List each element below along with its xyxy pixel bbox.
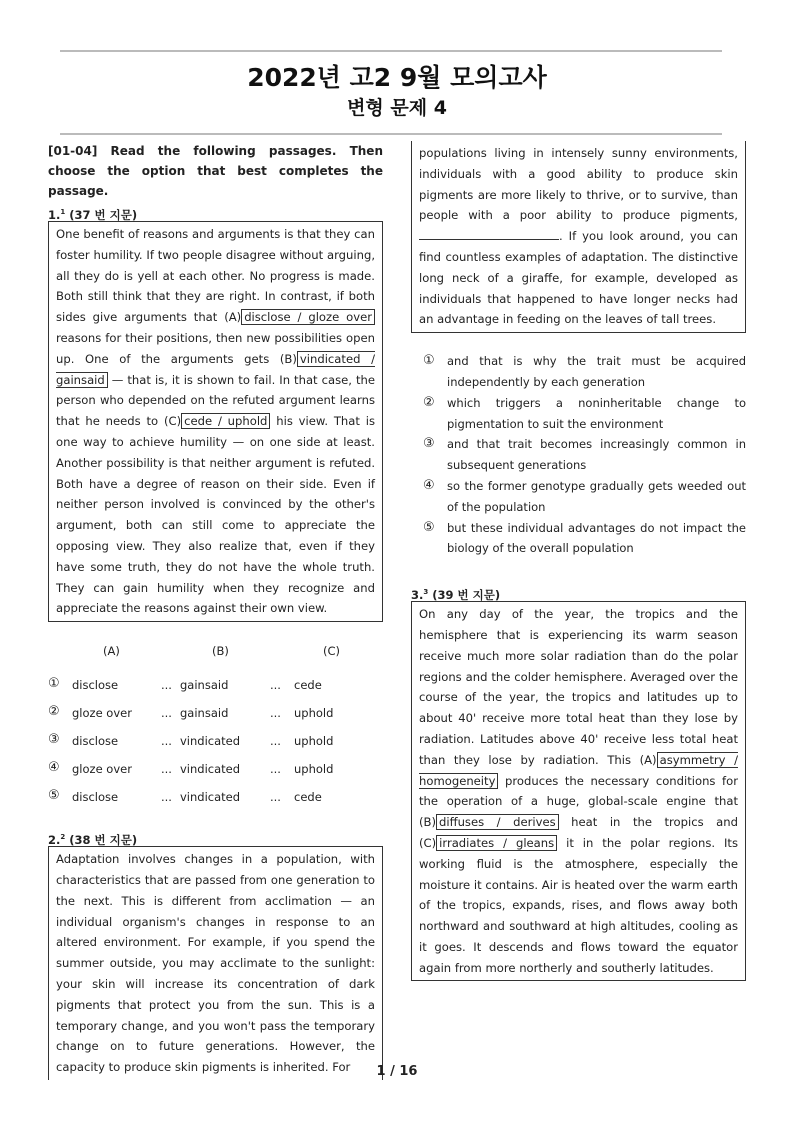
page-subtitle: 변형 문제 4	[347, 97, 447, 119]
q2-footnote-mark: 2	[60, 833, 66, 842]
q2-heading	[48, 828, 383, 846]
page-number: 1 / 16	[376, 1064, 418, 1079]
q2-answer-blank	[419, 227, 559, 240]
q2-passage-part2: populations living in intensely sunny environments, individuals with a good ability to produce skin pigments are more likely to thrive, or to survive, than people with a poor ability to produce pigments, . If you look around, you can find countless examples of adaptation. The distinctive long neck of a giraffe, for example, developed as individuals that happened to have longer necks had an advantage in feeding on the leaves of tall trees.	[419, 146, 738, 327]
q2-passage-box-part1	[48, 846, 383, 1080]
q1-col-a: (A)	[103, 644, 120, 659]
page-title: 2022년 고2 9월 모의고사	[247, 63, 547, 92]
q3-number: 3.	[411, 587, 424, 602]
q2-passage-part1: Adaptation involves changes in a population, with characteristics that are passed from one generation to the next. This is different from acclimation — an individual organism's changes in response to an altered environment. For example, if you spend the summer outside, you may acclimate to the sunlight: your skin will increase its concentration of dark pigments that protect you from the sun. This is a temporary change, and you won't pass the temporary change on to future generations. However, the capacity to produce skin pigments is inherited. For	[56, 852, 375, 1075]
q1-passage-box	[48, 221, 383, 622]
q1-footnote-mark: 1	[60, 208, 66, 216]
left-column	[48, 141, 383, 1080]
q2-choice-5[interactable]: ⑤ but these individual advantages do not impact the biology of the overall population	[423, 519, 746, 556]
q3-footnote-mark: 3	[423, 588, 429, 597]
q2-passage-box-part2	[411, 141, 746, 333]
q3-heading	[411, 583, 746, 601]
q1-number: 1.	[48, 207, 61, 222]
q1-source: (37 번 지문)	[69, 207, 138, 222]
header-rule	[60, 133, 722, 135]
q3-passage-box	[411, 601, 746, 981]
q3-source: (39 번 지문)	[432, 587, 501, 602]
q1-option-3[interactable]: ③ disclose ... vindicated ... uphold	[48, 732, 334, 749]
q2-choice-4[interactable]: ④ so the former genotype gradually gets weeded out of the population	[423, 477, 746, 514]
q1-col-c: (C)	[323, 644, 341, 659]
q3-choice-box-a: asymmetry / homogeneity	[419, 752, 738, 788]
q2-source: (38 번 지문)	[69, 832, 138, 847]
q2-choice-3[interactable]: ③ and that trait becomes increasingly common in subsequent generations	[423, 436, 746, 473]
q1-col-b: (B)	[212, 644, 229, 659]
q1-option-5[interactable]: ⑤ disclose ... vindicated ... cede	[48, 788, 322, 805]
q1-choice-box-c: cede / uphold	[181, 413, 270, 429]
right-column	[411, 141, 746, 981]
top-rule	[60, 50, 722, 52]
q1-passage: One benefit of reasons and arguments is that they can foster humility. If two people disagree without arguing, all they do is yell at each other. No progress is made. Both still think that they are right. In contrast, if both sides give arguments that (A) disclose / gloze over reasons for their positions, then new possibilities open up. One of the arguments gets (B) vindicated / gainsaid — that is, it is shown to fail. In that case, the person who depended on the refuted argument learns that he needs to (C) cede / uphold his view. That is one way to achieve humility — on one side at least. Another possibility is that neither argument is refuted. Both have a degree of reason on their side. Even if neither person involved is convinced by the other's argument, both can still come to appreciate the opposing view. They also realize that, even if they have some truth, they do not have the whole truth. They can gain humility when they recognize and appreciate the reasons against their own view.	[56, 227, 375, 616]
q2-number: 2.	[48, 832, 61, 847]
q3-choice-box-b: diffuses / derives	[436, 814, 559, 830]
q1-choice-box-b: vindicated / gainsaid	[56, 351, 375, 387]
q2-choice-1[interactable]: ① and that is why the trait must be acquired independently by each generation	[423, 353, 746, 389]
instruction-text: [01-04] Read the following passages. Then choose the option that best completes the passage.	[48, 144, 383, 198]
q1-options	[48, 678, 383, 818]
q2-choice-2[interactable]: ② which triggers a noninheritable change to pigmentation to suit the environment	[423, 394, 746, 431]
q1-option-2[interactable]: ② gloze over ... gainsaid ... uphold	[48, 704, 334, 721]
q1-option-4[interactable]: ④ gloze over ... vindicated ... uphold	[48, 760, 334, 777]
q1-column-headers	[48, 644, 383, 664]
q2-choices	[411, 351, 746, 559]
q1-option-1[interactable]: ① disclose ... gainsaid ... cede	[48, 676, 322, 693]
q1-heading	[48, 203, 383, 221]
q3-choice-box-c: irradiates / gleans	[436, 835, 557, 851]
q3-passage: On any day of the year, the tropics and the hemisphere that is experiencing its warm season receive much more solar radiation than do the polar regions and the colder hemisphere. Averaged over the course of the year, the tropics and latitudes up to about 40' receive more total heat than they lose by radiation. Latitudes above 40' receive less total heat than they lose by radiation. This (A) asymmetry / homogeneity produces the necessary conditions for the operation of a huge, global-scale engine that (B) diffuses / derives heat in the tropics and (C) irradiates / gleans it in the polar regions. Its working fluid is the atmosphere, especially the moisture it contains. Air is heated over the warm earth of the tropics, expands, rises, and flows away both northward and southward at high altitudes, cooling as it goes. It descends and flows toward the equator again from more northerly and southerly latitudes.	[419, 607, 738, 975]
q1-choice-box-a: disclose / gloze over	[241, 309, 375, 325]
